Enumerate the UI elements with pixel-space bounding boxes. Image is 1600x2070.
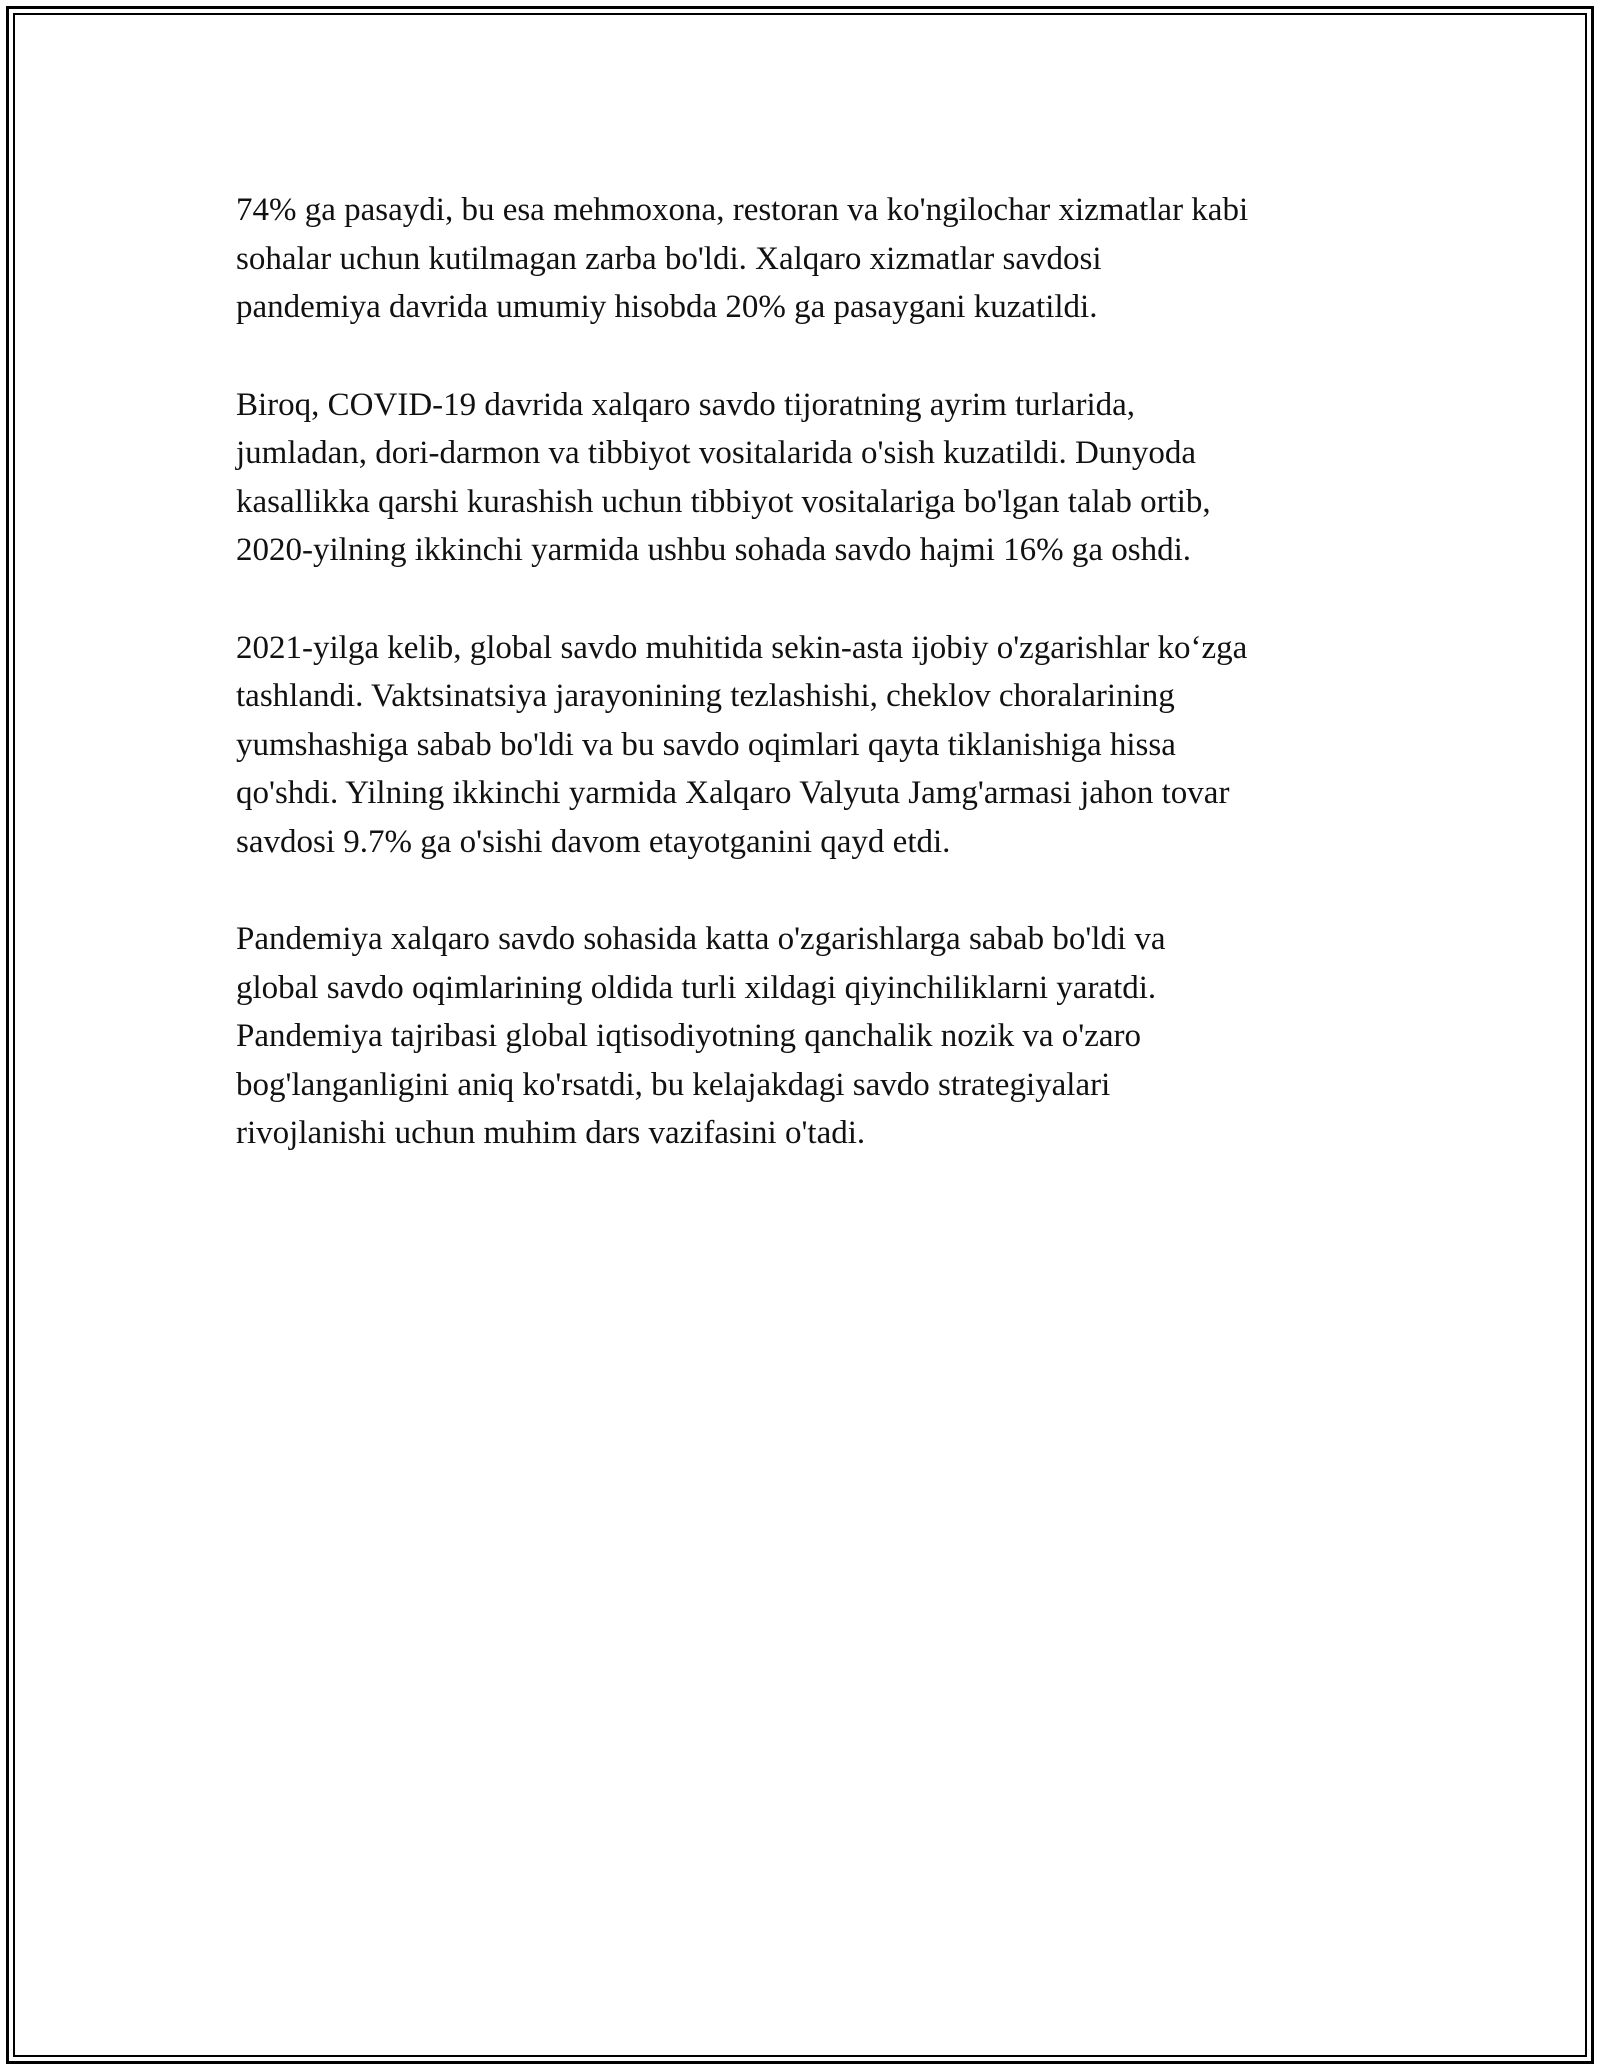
- text-line: savdosi 9.7% ga o'sishi davom etayotganini qayd etdi.: [236, 823, 951, 860]
- text-line: rivojlanishi uchun muhim dars vazifasini o'tadi.: [236, 1115, 866, 1151]
- text-line: Biroq, COVID-19 davrida xalqaro savdo tijoratning ayrim turlarida,: [236, 386, 1136, 423]
- text-line: pandemiya davrida umumiy hisobda 20% ga pasaygani kuzatildi.: [236, 289, 1098, 325]
- document-body: [236, 186, 1366, 1207]
- text-line: Pandemiya xalqaro savdo sohasida katta o'zgarishlarga sabab bo'ldi va: [236, 921, 1166, 957]
- text-line: bog'langanligini aniq ko'rsatdi, bu kelajakdagi savdo strategiyalari: [236, 1066, 1111, 1103]
- text-line: 2020-yilning ikkinchi yarmida ushbu sohada savdo hajmi 16% ga oshdi.: [236, 532, 1192, 568]
- text-line: Pandemiya tajribasi global iqtisodiyotning qanchalik nozik va o'zaro: [236, 1018, 1141, 1054]
- paragraph-3: [236, 624, 1366, 867]
- text-line: global savdo oqimlarining oldida turli xildagi qiyinchiliklarni yaratdi.: [236, 969, 1157, 1006]
- text-line: 74% ga pasaydi, bu esa mehmoxona, restoran va ko'ngilochar xizmatlar kabi: [236, 192, 1249, 228]
- paragraph-2: [236, 381, 1366, 575]
- paragraph-1: [236, 186, 1366, 332]
- text-line: sohalar uchun kutilmagan zarba bo'ldi. Xalqaro xizmatlar savdosi: [236, 240, 1102, 277]
- paragraph-4: [236, 915, 1366, 1158]
- text-line: 2021-yilga kelib, global savdo muhitida sekin-asta ijobiy o'zgarishlar ko‘zga: [236, 629, 1248, 666]
- text-line: tashlandi. Vaktsinatsiya jarayonining tezlashishi, cheklov choralarining: [236, 678, 1175, 714]
- text-line: kasallikka qarshi kurashish uchun tibbiyot vositalariga bo'lgan talab ortib,: [236, 483, 1211, 520]
- text-line: yumshashiga sabab bo'ldi va bu savdo oqimlari qayta tiklanishiga hissa: [236, 726, 1176, 763]
- text-line: jumladan, dori-darmon va tibbiyot vositalarida o'sish kuzatildi. Dunyoda: [236, 435, 1197, 471]
- text-line: qo'shdi. Yilning ikkinchi yarmida Xalqaro Valyuta Jamg'armasi jahon tovar: [236, 775, 1230, 811]
